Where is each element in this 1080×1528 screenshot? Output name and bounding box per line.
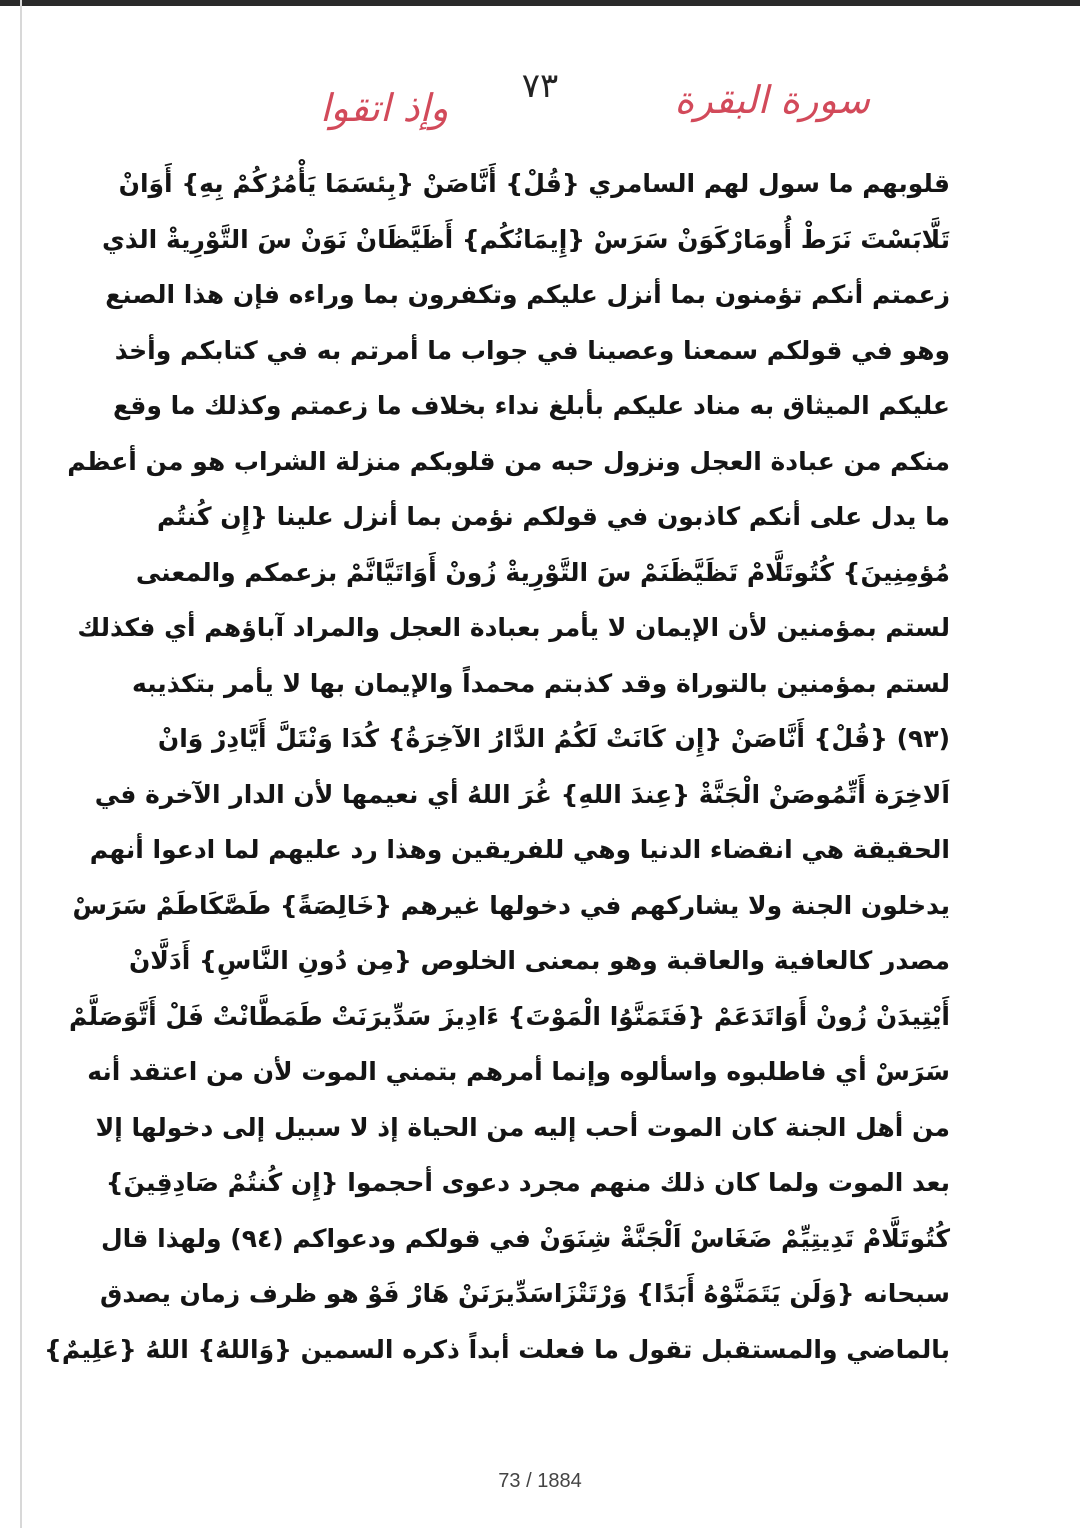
page-number: ٧٣ xyxy=(521,66,559,106)
text-line: بالماضي والمستقبل تقول ما فعلت أبداً ذكره السمين {وَاللهُ} اللهُ {عَلِيمٌ} xyxy=(44,1334,950,1364)
scan-edge xyxy=(20,0,22,1528)
text-line: يدخلون الجنة ولا يشاركهم في دخولها غيرهم {خَالِصَةً} طَصَّكَاطَمْ سَرَسْ xyxy=(72,890,950,920)
text-line: الحقيقة هي انقضاء الدنيا وهي للفريقين وهذا رد عليهم لما ادعوا أنهم xyxy=(89,835,950,864)
text-line: أَيْتِيدَنْ زُونْ أَوَاتَدَعَمْ {فَتَمَنَّوُا الْمَوْتَ} ءَادِيزَ سَدِّيرَنَتْ طَمَطَّانْتْ فَلْ أَتَّوَصَلَّمْ xyxy=(69,1001,950,1031)
body-text xyxy=(44,156,950,1377)
text-line: تَلَّابَسْتَ نَرَطْ أُومَارْكَوَنْ سَرَسْ {إِيمَانُكُم} أَظَيَّظَانْ نَوَنْ سَ التَّوْرِيةْ الذي xyxy=(101,224,950,254)
text-line: مُؤمِنِينَ} كُتُوتَلَّامْ تَظَيَّظَنَمْ سَ التَّوْرِيةْ زُونْ أَوَاتَيَّانَّمْ بزعمكم والمعنى xyxy=(135,557,950,587)
text-line: ما يدل على أنكم كاذبون في قولكم نؤمن بما أنزل علينا {إِن كُنتُم xyxy=(156,502,950,531)
text-line: لستم بمؤمنين لأن الإيمان لا يأمر بعبادة العجل والمراد آباؤهم أي فكذلك xyxy=(77,613,950,642)
text-line: (٩٣) {قُلْ} أَنَّاصَنْ {إِن كَانَتْ لَكُمُ الدَّارُ الآخِرَةُ} كُدَا وَنْتَلَّ أَيَّادِرْ وَانْ xyxy=(157,724,950,753)
text-line: مصدر كالعافية والعاقبة وهو بمعنى الخلوص {مِن دُونِ النَّاسِ} أَدَلَّانْ xyxy=(128,946,950,975)
text-line: بعد الموت ولما كان ذلك منهم مجرد دعوى أحجموا {إِن كُنتُمْ صَادِقِينَ} xyxy=(105,1168,950,1197)
text-line: كُتُوتَلَّامْ تَدِيتِيِّمْ ضَغَاسْ اَلْجَنَّةْ شِنَوَنْ في قولكم ودعواكم (٩٤) ولهذا قال xyxy=(100,1223,950,1253)
text-line: عليكم الميثاق به مناد عليكم بأبلغ نداء بخلاف ما زعمتم وكذلك ما وقع xyxy=(112,391,950,420)
text-line: سبحانه {وَلَن يَتَمَنَّوْهُ أَبَدًا} وَرْتَتْزَاسَدِّيرَنَنْ هَارْ فَوْ هو ظرف زمان يصدق xyxy=(100,1279,950,1308)
text-line: وهو في قولكم سمعنا وعصينا في جواب ما أمرتم به في كتابكم وأخذ xyxy=(114,335,950,365)
page-header xyxy=(0,60,1080,150)
section-marker-handwritten: وإذ اتقوا xyxy=(320,86,449,130)
text-line: زعمتم أنكم تؤمنون بما أنزل عليكم وتكفرون بما وراءه فإن هذا الصنع xyxy=(105,280,950,309)
text-line: منكم من عبادة العجل ونزول حبه من قلوبكم منزلة الشراب هو من أعظم xyxy=(67,446,950,476)
pagination-indicator: 73 / 1884 xyxy=(498,1470,582,1492)
text-line: لستم بمؤمنين بالتوراة وقد كذبتم محمداً والإيمان بها لا يأمر بتكذيبه xyxy=(131,668,950,698)
text-line: قلوبهم ما سول لهم السامري {قُلْ} أَنَّاصَنْ {بِئسَمَا يَأْمُرُكُمْ بِهِ} أَوَانْ xyxy=(118,169,950,198)
text-line: من أهل الجنة كان الموت أحب إليه من الحياة إذ لا سبيل إلى دخولها إلا xyxy=(95,1112,950,1142)
text-line: اَلاخِرَة أَتِّمُوصَنْ الْجَنَّةْ {عِندَ اللهِ} غُرَ اللهُ أي نعيمها لأن الدار الآخرة في xyxy=(94,779,950,809)
surah-name-handwritten: سورة البقرة xyxy=(674,78,870,122)
text-line: سَرَسْ أي فاطلبوه واسألوه وإنما أمرهم بتمني الموت لأن من اعتقد أنه xyxy=(87,1057,950,1086)
